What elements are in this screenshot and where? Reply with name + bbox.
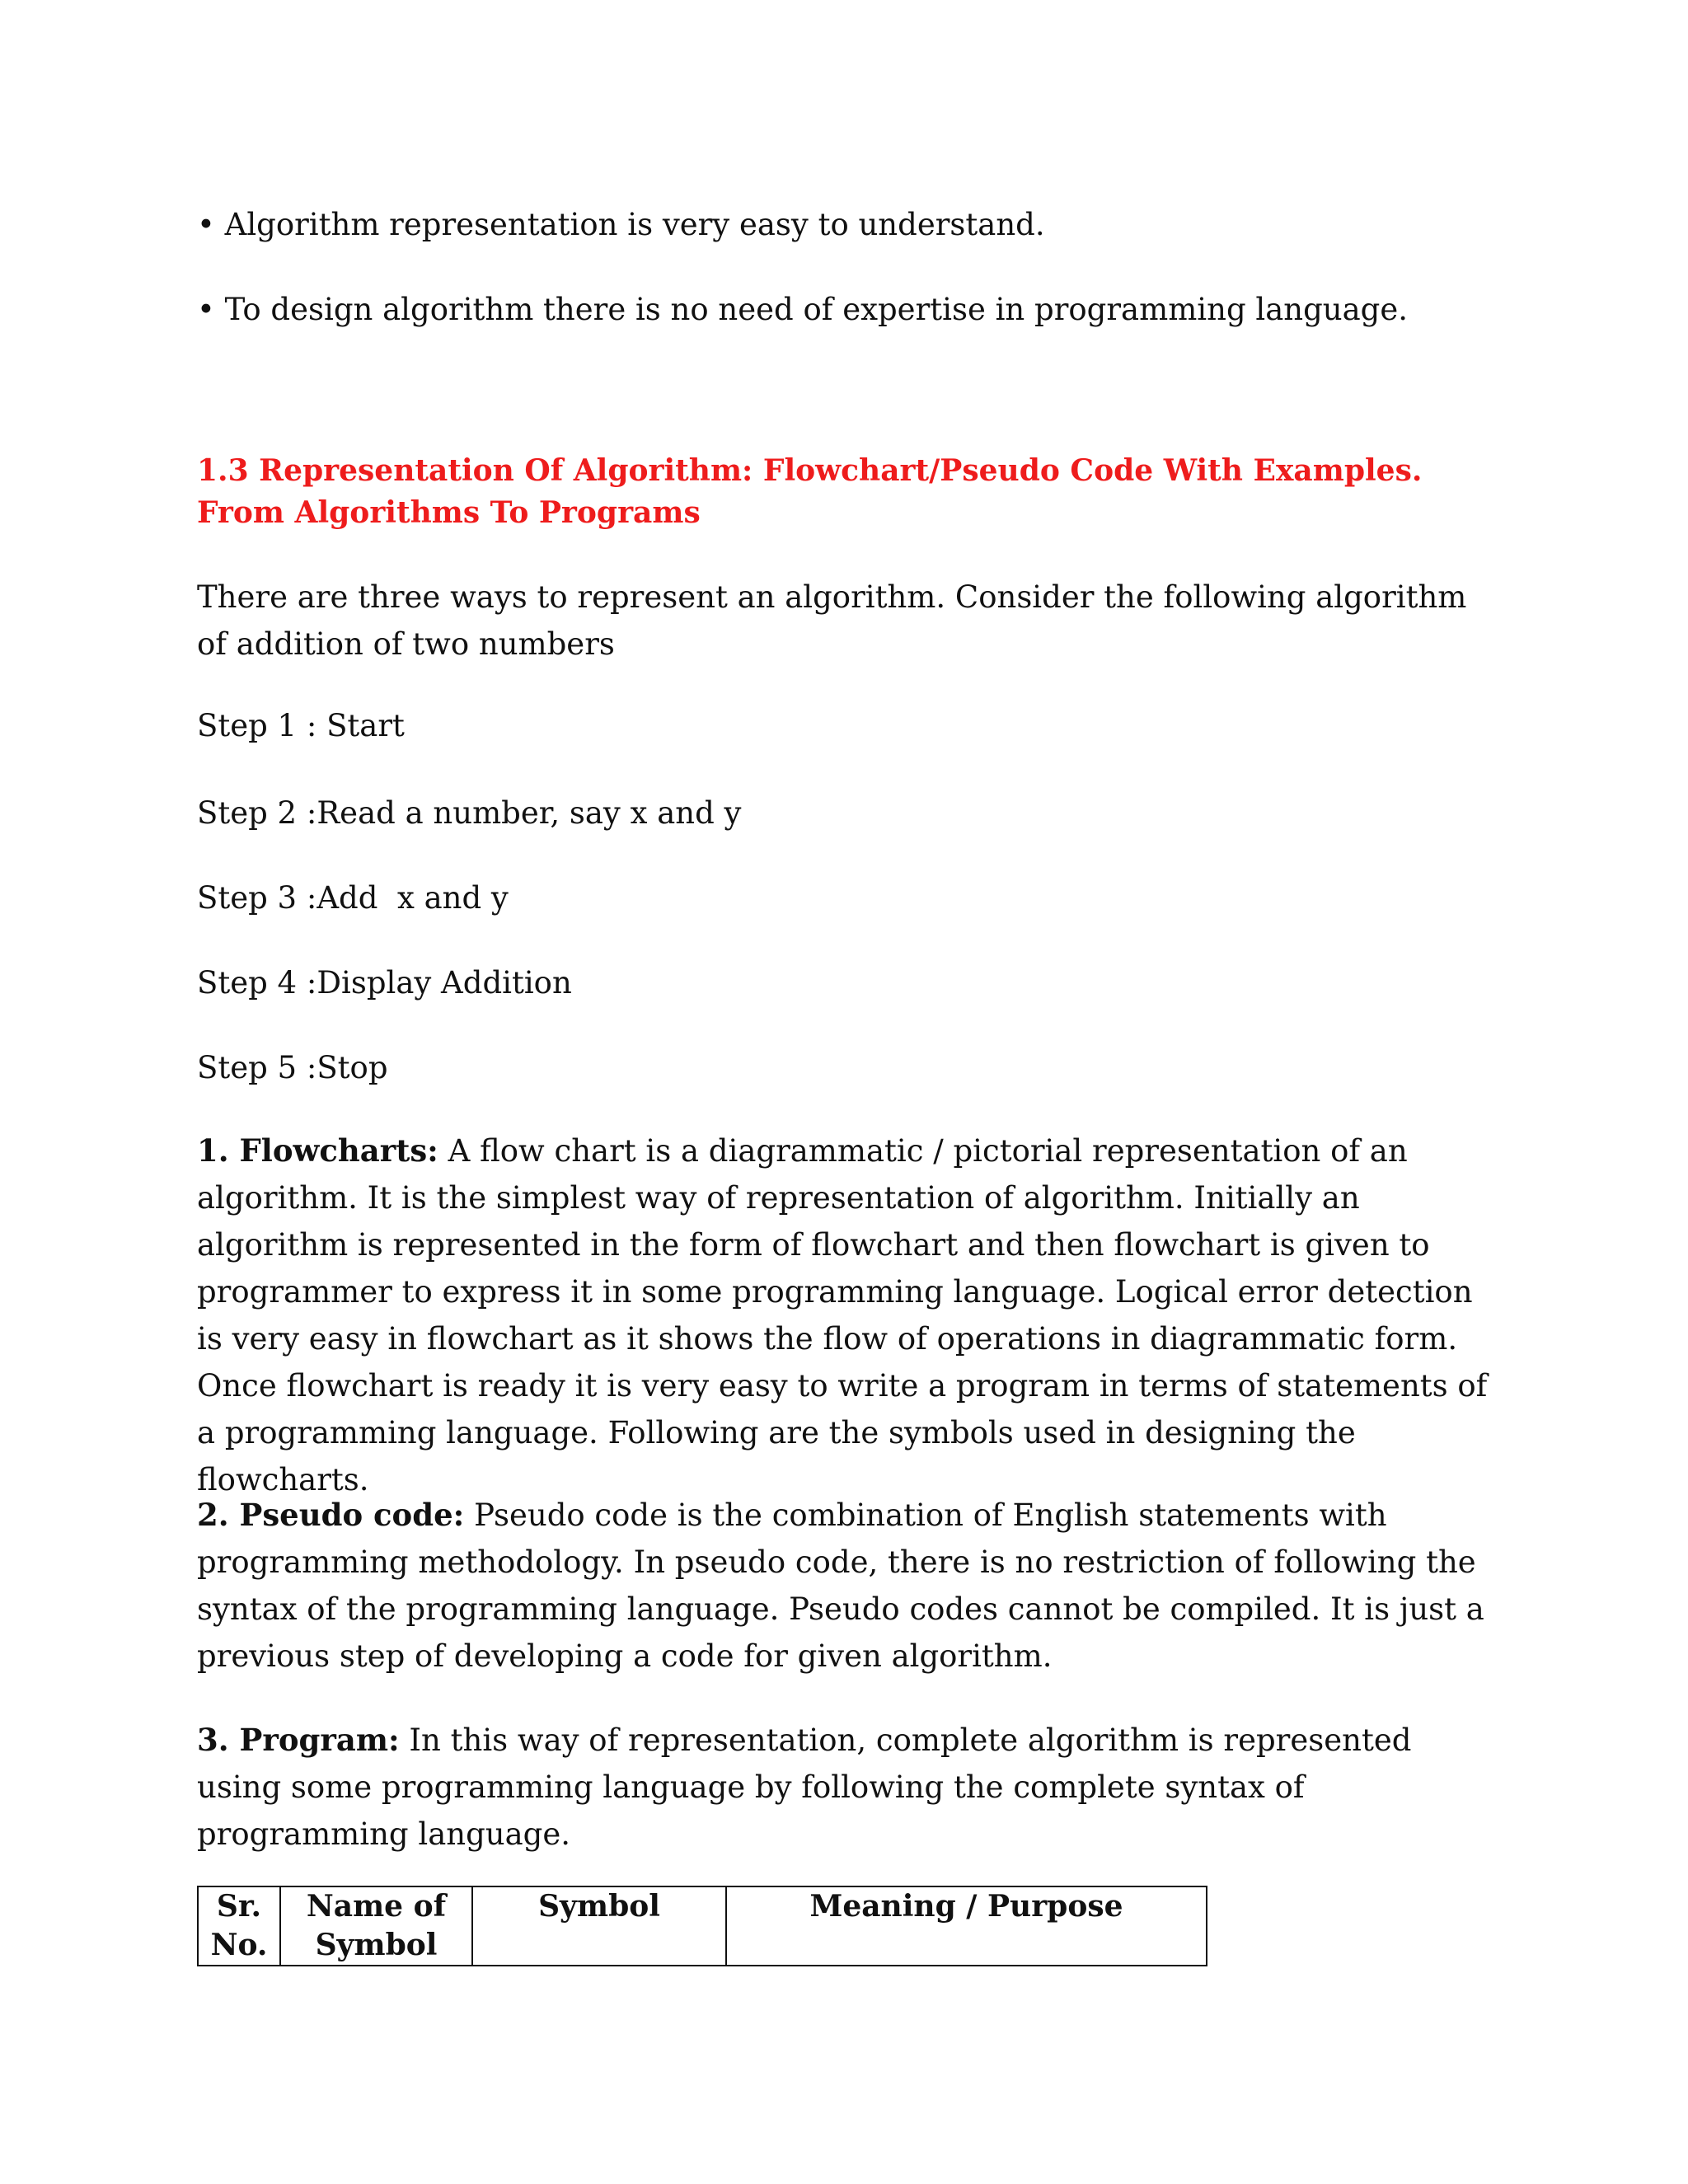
section-label: 1. Flowcharts: bbox=[197, 1132, 438, 1169]
header-sr-no: Sr. No. bbox=[198, 1886, 280, 1966]
bullet-dot: • bbox=[197, 292, 225, 327]
header-meaning-purpose: Meaning / Purpose bbox=[726, 1886, 1207, 1966]
table-header-row bbox=[198, 1886, 1207, 1966]
algorithm-step: Step 4 :Display Addition bbox=[197, 965, 572, 1001]
algorithm-step: Step 3 :Add x and y bbox=[197, 880, 509, 916]
section-label: 2. Pseudo code: bbox=[197, 1497, 465, 1533]
section-text: In this way of representation, complete algorithm is represented using some programming language by following the complete syntax of programming language. bbox=[197, 1722, 1412, 1852]
program-paragraph bbox=[197, 1717, 1491, 1858]
header-symbol: Symbol bbox=[472, 1886, 726, 1966]
bullet-dot: • bbox=[197, 207, 225, 242]
algorithm-step: Step 1 : Start bbox=[197, 708, 405, 743]
bullet-item: • To design algorithm there is no need of expertise in programming language. bbox=[197, 292, 1409, 327]
algorithm-step: Step 5 :Stop bbox=[197, 1050, 388, 1085]
flowcharts-paragraph bbox=[197, 1127, 1491, 1503]
symbols-table bbox=[197, 1886, 1207, 1966]
section-text: Pseudo code is the combination of English statements with programming methodology. In pseudo code, there is no restriction of following the syntax of the programming language. Pseudo codes cannot be compiled. It is just a previous step of developing a code for given algorithm. bbox=[197, 1497, 1484, 1674]
pseudo-code-paragraph bbox=[197, 1492, 1491, 1680]
intro-paragraph: There are three ways to represent an algorithm. Consider the following algorithm of addition of two numbers bbox=[197, 579, 1467, 662]
algorithm-step: Step 2 :Read a number, say x and y bbox=[197, 795, 742, 831]
bullet-item: • Algorithm representation is very easy to understand. bbox=[197, 207, 1045, 242]
section-label: 3. Program: bbox=[197, 1722, 400, 1758]
header-name-of-symbol: Name of Symbol bbox=[280, 1886, 472, 1966]
section-heading: 1.3 Representation Of Algorithm: Flowchart/Pseudo Code With Examples. From Algorithms To Programs bbox=[197, 453, 1423, 530]
section-text: A flow chart is a diagrammatic / pictorial representation of an algorithm. It is the simplest way of representation of algorithm. Initially an algorithm is represented in the form of flowchart and then flowchart is given to programmer to express it in some programming language. Logical error detection is very easy in flowchart as it shows the flow of operations in diagrammatic form. Once flowchart is ready it is very easy to write a program in terms of statements of a programming language. Following are the symbols used in designing the flowcharts. bbox=[197, 1133, 1488, 1497]
